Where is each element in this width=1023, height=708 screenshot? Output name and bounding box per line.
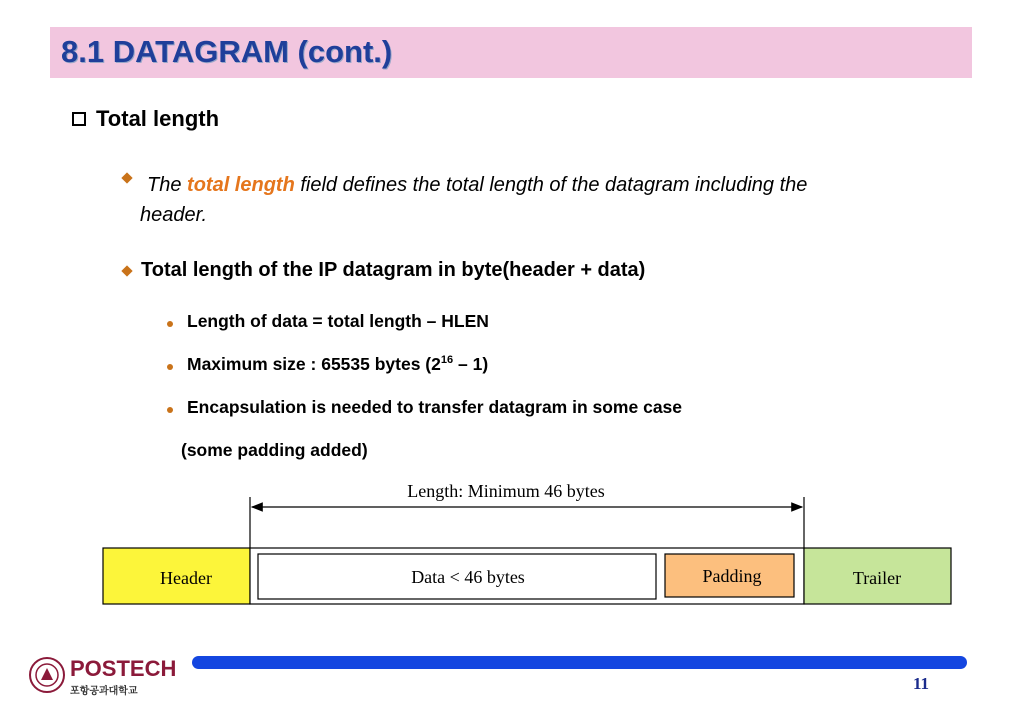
max-size-exponent: 16: [440, 354, 454, 367]
para1-prefix: The: [147, 174, 188, 196]
logo-name: POSTECH: [70, 656, 177, 681]
max-size-text: Maximum size : 65535 bytes (2: [187, 354, 441, 374]
bullet-length-of-data: Length of data = total length – HLEN: [187, 311, 489, 331]
page-number: 11: [913, 674, 930, 693]
university-seal-icon: [28, 656, 66, 694]
max-size-text-end: – 1): [453, 354, 489, 374]
header-label: Header: [160, 568, 212, 588]
bullet-encapsulation: Encapsulation is needed to transfer datagram in some case: [187, 397, 683, 417]
logo-subtitle: 포항공과대학교: [70, 686, 138, 697]
postech-logo: [28, 656, 177, 697]
padding-label: Padding: [702, 566, 762, 586]
para1-highlight: total length: [187, 174, 295, 196]
trailer-label: Trailer: [852, 568, 902, 588]
section-heading-text: Total length: [96, 106, 220, 131]
footer-bar: [192, 656, 967, 669]
length-label: Length: Minimum 46 bytes: [407, 481, 605, 501]
para1-line2: header.: [140, 204, 208, 226]
slide-title: 8.1 DATAGRAM (cont.): [61, 34, 393, 69]
data-label: Data < 46 bytes: [411, 567, 525, 587]
paragraph-ip-datagram: Total length of the IP datagram in byte(header + data): [141, 259, 646, 281]
para1-suffix: field defines the total length of the datagram including the: [294, 174, 808, 196]
bullet-note: (some padding added): [181, 440, 368, 460]
